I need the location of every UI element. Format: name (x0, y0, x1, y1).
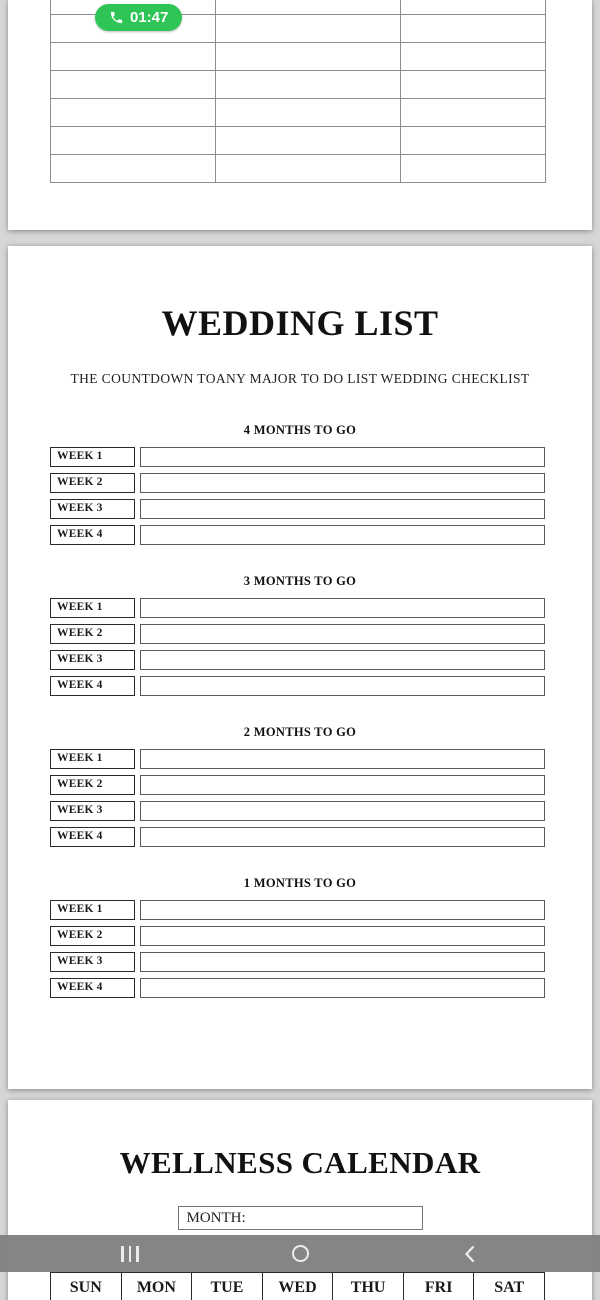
table-row (51, 43, 546, 71)
table-cell[interactable] (401, 99, 546, 127)
week-input-field[interactable] (140, 827, 545, 847)
home-icon (292, 1245, 309, 1262)
week-input-field[interactable] (140, 499, 545, 519)
week-input-field[interactable] (140, 900, 545, 920)
week-label: WEEK 4 (50, 827, 135, 847)
week-label: WEEK 2 (50, 624, 135, 644)
week-label: WEEK 1 (50, 749, 135, 769)
section-heading: 2 MONTHS TO GO (243, 725, 357, 739)
day-header-mon: MON (122, 1272, 193, 1300)
week-row (50, 598, 545, 618)
recent-apps-icon (121, 1246, 139, 1262)
section-heading: 1 MONTHS TO GO (243, 876, 357, 890)
day-header-fri: FRI (404, 1272, 475, 1300)
week-label: WEEK 3 (50, 952, 135, 972)
week-label: WEEK 3 (50, 499, 135, 519)
table-cell[interactable] (51, 155, 216, 183)
month-input-field[interactable] (178, 1206, 423, 1230)
table-cell[interactable] (401, 15, 546, 43)
section-1-months (8, 876, 592, 998)
page-title: WELLNESS CALENDAR (119, 1145, 481, 1180)
week-row (50, 952, 545, 972)
week-input-field[interactable] (140, 775, 545, 795)
back-button[interactable] (430, 1235, 510, 1272)
table-cell[interactable] (401, 71, 546, 99)
table-cell[interactable] (401, 0, 546, 15)
table-cell[interactable] (216, 155, 401, 183)
table-cell[interactable] (51, 127, 216, 155)
week-input-field[interactable] (140, 447, 545, 467)
week-label: WEEK 3 (50, 650, 135, 670)
day-header-thu: THU (333, 1272, 404, 1300)
call-duration-pill[interactable] (95, 4, 182, 31)
week-input-field[interactable] (140, 978, 545, 998)
table-cell[interactable] (401, 43, 546, 71)
week-row (50, 499, 545, 519)
table-cell[interactable] (216, 99, 401, 127)
day-header-sat: SAT (474, 1272, 545, 1300)
week-input-field[interactable] (140, 749, 545, 769)
week-row (50, 525, 545, 545)
call-duration-text: 01:47 (130, 9, 169, 26)
table-cell[interactable] (401, 155, 546, 183)
table-row (51, 99, 546, 127)
week-label: WEEK 1 (50, 598, 135, 618)
android-nav-bar (0, 1235, 600, 1272)
week-input-field[interactable] (140, 676, 545, 696)
section-2-months (8, 725, 592, 847)
week-row (50, 775, 545, 795)
table-cell[interactable] (216, 0, 401, 15)
section-3-months (8, 574, 592, 696)
week-row (50, 801, 545, 821)
week-row (50, 749, 545, 769)
week-label: WEEK 1 (50, 447, 135, 467)
back-icon (462, 1245, 478, 1263)
week-row (50, 676, 545, 696)
week-input-field[interactable] (140, 952, 545, 972)
phone-icon (109, 10, 124, 25)
week-row (50, 447, 545, 467)
week-row (50, 926, 545, 946)
week-label: WEEK 4 (50, 978, 135, 998)
page-title: WEDDING LIST (161, 303, 439, 343)
home-button[interactable] (260, 1235, 340, 1272)
calendar-day-header-row (50, 1272, 545, 1300)
week-input-field[interactable] (140, 801, 545, 821)
table-cell[interactable] (216, 71, 401, 99)
document-page-wedding-list (8, 246, 592, 1089)
section-heading: 3 MONTHS TO GO (243, 574, 357, 588)
table-cell[interactable] (216, 43, 401, 71)
week-row (50, 978, 545, 998)
table-cell[interactable] (51, 43, 216, 71)
table-cell[interactable] (51, 71, 216, 99)
week-input-field[interactable] (140, 525, 545, 545)
week-input-field[interactable] (140, 598, 545, 618)
week-label: WEEK 3 (50, 801, 135, 821)
table-cell[interactable] (51, 99, 216, 127)
document-page-planner-table (8, 0, 592, 230)
day-header-tue: TUE (192, 1272, 263, 1300)
week-row (50, 624, 545, 644)
section-heading: 4 MONTHS TO GO (243, 423, 357, 437)
week-label: WEEK 4 (50, 525, 135, 545)
week-label: WEEK 2 (50, 775, 135, 795)
page-subtitle: THE COUNTDOWN TOANY MAJOR TO DO LIST WEDDING CHECKLIST (70, 371, 530, 386)
table-cell[interactable] (216, 127, 401, 155)
week-label: WEEK 2 (50, 473, 135, 493)
week-label: WEEK 1 (50, 900, 135, 920)
week-input-field[interactable] (140, 650, 545, 670)
day-header-wed: WED (263, 1272, 334, 1300)
table-row (51, 71, 546, 99)
week-label: WEEK 4 (50, 676, 135, 696)
table-row (51, 155, 546, 183)
table-row (51, 127, 546, 155)
week-row (50, 650, 545, 670)
week-row (50, 900, 545, 920)
week-label: WEEK 2 (50, 926, 135, 946)
table-cell[interactable] (401, 127, 546, 155)
month-label: MONTH: (186, 1210, 246, 1226)
recent-apps-button[interactable] (90, 1235, 170, 1272)
week-input-field[interactable] (140, 473, 545, 493)
section-4-months (8, 423, 592, 545)
week-row (50, 473, 545, 493)
day-header-sun: SUN (50, 1272, 122, 1300)
week-input-field[interactable] (140, 624, 545, 644)
table-cell[interactable] (216, 15, 401, 43)
week-input-field[interactable] (140, 926, 545, 946)
week-row (50, 827, 545, 847)
